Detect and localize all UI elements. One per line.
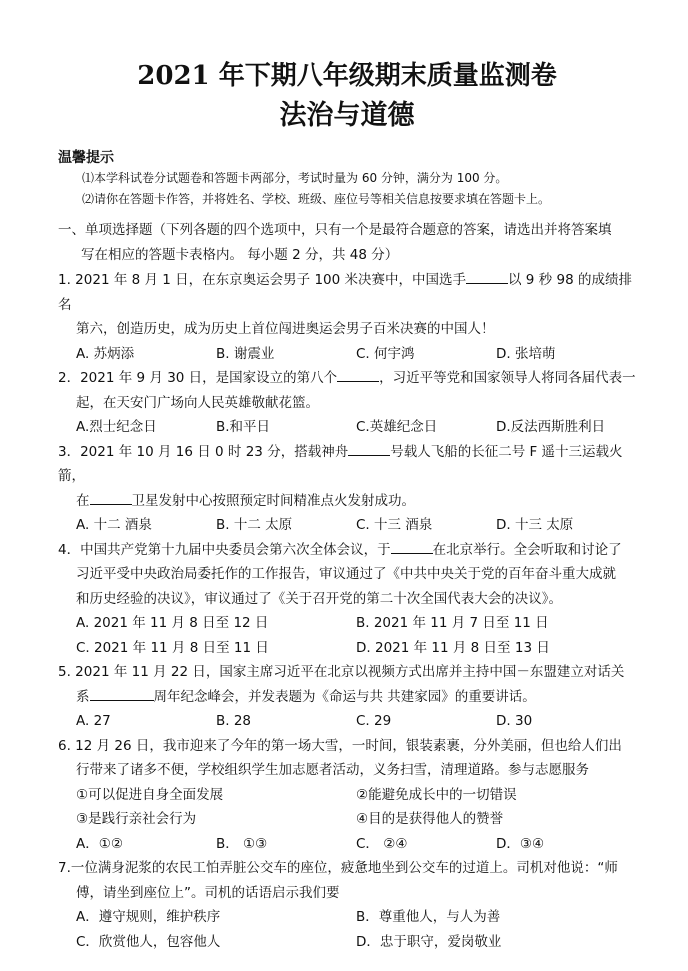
option-c: C. 29 — [356, 713, 392, 729]
option-c: C．欣赏他人，包容他人 — [76, 933, 221, 950]
option-d: D. 30 — [496, 713, 533, 729]
question-text: 系 — [76, 688, 90, 705]
question-text: 傅，请坐到座位上”。司机的话语启示我们要 — [76, 884, 340, 901]
option-d: D. 张培萌 — [496, 345, 556, 362]
question-text: 卫星发射中心按照预定时间精准点火发射成功。 — [131, 492, 415, 509]
answer-blank — [337, 367, 379, 382]
question-text: 和历史经验的决议》，审议通过了《关于召开党的第二十次全国代表大会的决议》。 — [76, 590, 562, 607]
question-text: 周年纪念峰会，并发表题为《命运与共 共建家园》的重要讲话。 — [153, 688, 536, 705]
question-text: 6. 12 月 26 日，我市迎来了今年的第一场大雪，一时间，银装素裹，分外美丽，但也给人们出 — [58, 737, 622, 754]
section-heading — [58, 218, 636, 268]
option-b: B. 28 — [216, 713, 252, 729]
option-c: C.英雄纪念日 — [356, 419, 438, 435]
option-a: A. 苏炳添 — [76, 345, 135, 362]
tip-item: ⑵请你在答题卡作答，并将姓名、学校、班级、座位号等相关信息按要求填在答题卡上。 — [82, 192, 551, 206]
answer-blank — [90, 686, 154, 701]
subject-title: 法治与道德 — [279, 100, 415, 131]
option-d: D．忠于职守，爱岗敬业 — [356, 933, 502, 950]
question-text: 行带来了诸多不便，学校组织学生加志愿者活动，义务扫雪，清理道路。参与志愿服务 — [76, 762, 589, 778]
question-1 — [58, 268, 636, 342]
question-text: 1. 2021 年 8 月 1 日，在东京奥运会男子 100 米决赛中，中国选手 — [58, 272, 467, 288]
question-text: 3．2021 年 10 月 16 日 0 时 23 分，搭载神舟 — [58, 443, 349, 460]
options-row — [58, 513, 636, 538]
question-text: 起，在天安门广场向人民英雄敬献花篮。 — [76, 394, 319, 411]
question-line — [58, 685, 636, 710]
options-row — [58, 636, 636, 661]
statement-3: ③是践行亲社会行为 — [76, 811, 197, 827]
question-5 — [58, 660, 636, 709]
question-text: 号载人飞船的长征二号 F 遥十三运载火箭， — [58, 443, 623, 484]
option-d: D．③④ — [496, 835, 545, 852]
options-row — [58, 832, 636, 857]
statement-4: ④目的是获得他人的赞誉 — [356, 811, 504, 827]
answer-blank — [391, 539, 433, 554]
question-text: 以 9 秒 98 的成绩排名 — [58, 272, 632, 313]
statement-2: ②能避免成长中的一切错误 — [356, 786, 517, 803]
question-4 — [58, 538, 636, 612]
options-row — [58, 709, 636, 734]
option-c: C. 2021 年 11 月 8 日至 11 日 — [76, 639, 269, 656]
question-text: 在 — [76, 492, 90, 509]
answer-blank — [466, 269, 508, 284]
answer-blank — [348, 441, 390, 456]
statements-row — [58, 807, 636, 832]
exam-title: 2021 年下期八年级期末质量监测卷 — [137, 61, 557, 91]
option-a: A. 2021 年 11 月 8 日至 12 日 — [76, 615, 269, 631]
option-c: C． ②④ — [356, 835, 408, 852]
options-row — [58, 905, 636, 930]
question-7 — [58, 856, 636, 905]
option-a: A.烈士纪念日 — [76, 419, 157, 435]
question-text: 第六，创造历史，成为历史上首位闯进奥运会男子百米决赛的中国人！ — [76, 321, 495, 337]
option-b: B. 十二 太原 — [216, 517, 293, 533]
section-line: 写在相应的答题卡表格内。 每小题 2 分，共 48 分） — [81, 247, 399, 263]
option-d: D. 2021 年 11 月 8 日至 13 日 — [356, 639, 550, 656]
question-text: 4．中国共产党第十九届中央委员会第六次全体会议，于 — [58, 541, 391, 558]
option-b: B.和平日 — [216, 419, 271, 435]
statements-row — [58, 783, 636, 808]
question-text: 7.一位满身泥浆的农民工怕弄脏公交车的座位，疲惫地坐到公交车的过道上。司机对他说：“师 — [58, 860, 618, 876]
question-text: 2．2021 年 9 月 30 日，是国家设立的第八个 — [58, 370, 338, 386]
option-a: A. 十二 酒泉 — [76, 517, 152, 533]
option-c: C. 何宇鸿 — [356, 345, 415, 362]
section-line: 一、单项选择题（下列各题的四个选项中，只有一个是最符合题意的答案，请选出并将答案填 — [58, 222, 612, 238]
question-text: 习近平受中央政治局委托作的工作报告，审议通过了《中共中央关于党的百年奋斗重大成就 — [76, 566, 616, 582]
options-row — [58, 611, 636, 636]
question-text: 在北京举行。全会听取和讨论了 — [432, 541, 622, 558]
options-row — [58, 342, 636, 367]
option-b: B. 2021 年 11 月 7 日至 11 日 — [356, 615, 549, 631]
options-row — [58, 930, 636, 955]
question-text: ，习近平等党和国家领导人将同各届代表一 — [379, 370, 636, 386]
tip-item: ⑴本学科试卷分试题卷和答题卡两部分，考试时量为 60 分钟，满分为 100 分。 — [82, 171, 508, 185]
option-b: B． ①③ — [216, 835, 268, 852]
option-a: A．①② — [76, 835, 123, 852]
statement-1: ①可以促进自身全面发展 — [76, 786, 224, 803]
question-6 — [58, 734, 636, 783]
option-d: D. 十三 太原 — [496, 517, 574, 533]
tips-heading: 温馨提示 — [58, 150, 114, 166]
question-text: 5. 2021 年 11 月 22 日，国家主席习近平在北京以视频方式出席并主持中国－东盟建立对话关 — [58, 664, 625, 680]
options-row — [58, 415, 636, 440]
option-b: B. 谢震业 — [216, 345, 275, 362]
option-a: A. 27 — [76, 713, 111, 729]
question-3 — [58, 440, 636, 514]
option-b: B．尊重他人，与人为善 — [356, 909, 501, 925]
option-d: D.反法西斯胜利日 — [496, 419, 606, 435]
answer-blank — [90, 490, 132, 505]
question-2 — [58, 366, 636, 415]
option-c: C. 十三 酒泉 — [356, 517, 433, 533]
question-line — [58, 489, 636, 514]
option-a: A．遵守规则，维护秩序 — [76, 909, 221, 925]
